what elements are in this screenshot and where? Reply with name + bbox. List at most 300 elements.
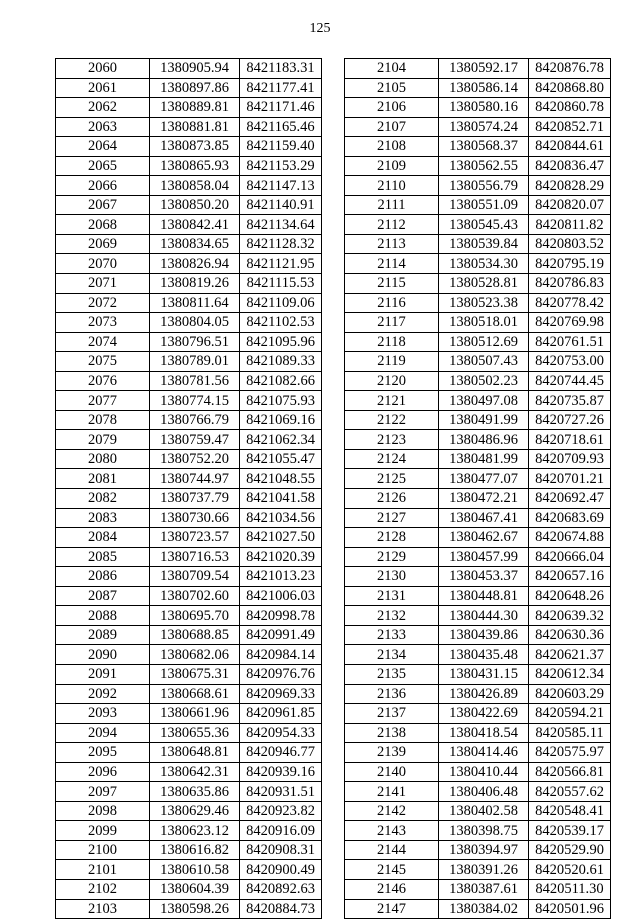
y-coordinate-cell: 8421102.53	[240, 313, 322, 333]
y-coordinate-cell: 8420811.82	[529, 215, 611, 235]
y-coordinate-cell: 8421165.46	[240, 117, 322, 137]
table-row	[56, 762, 322, 782]
x-coordinate-cell: 1380730.66	[150, 508, 240, 528]
y-coordinate-cell: 8420727.26	[529, 410, 611, 430]
table-row	[56, 117, 322, 137]
x-coordinate-cell: 1380789.01	[150, 352, 240, 372]
table-row	[345, 879, 611, 899]
point-number-cell: 2092	[56, 684, 150, 704]
y-coordinate-cell: 8420603.29	[529, 684, 611, 704]
point-number-cell: 2115	[345, 274, 439, 294]
y-coordinate-cell: 8420566.81	[529, 762, 611, 782]
x-coordinate-cell: 1380391.26	[439, 860, 529, 880]
y-coordinate-cell: 8420946.77	[240, 743, 322, 763]
y-coordinate-cell: 8421013.23	[240, 567, 322, 587]
y-coordinate-cell: 8420844.61	[529, 137, 611, 157]
point-number-cell: 2140	[345, 762, 439, 782]
point-number-cell: 2070	[56, 254, 150, 274]
x-coordinate-cell: 1380551.09	[439, 195, 529, 215]
point-number-cell: 2096	[56, 762, 150, 782]
x-coordinate-cell: 1380804.05	[150, 313, 240, 333]
y-coordinate-cell: 8420976.76	[240, 664, 322, 684]
y-coordinate-cell: 8420969.33	[240, 684, 322, 704]
table-row	[345, 723, 611, 743]
point-number-cell: 2068	[56, 215, 150, 235]
x-coordinate-cell: 1380858.04	[150, 176, 240, 196]
table-row	[345, 606, 611, 626]
point-number-cell: 2082	[56, 489, 150, 509]
point-number-cell: 2062	[56, 98, 150, 118]
x-coordinate-cell: 1380462.67	[439, 528, 529, 548]
y-coordinate-cell: 8421006.03	[240, 586, 322, 606]
point-number-cell: 2136	[345, 684, 439, 704]
y-coordinate-cell: 8420709.93	[529, 449, 611, 469]
table-row	[345, 469, 611, 489]
table-row	[56, 137, 322, 157]
table-row	[345, 801, 611, 821]
point-number-cell: 2093	[56, 704, 150, 724]
y-coordinate-cell: 8420548.41	[529, 801, 611, 821]
point-number-cell: 2105	[345, 78, 439, 98]
x-coordinate-cell: 1380562.55	[439, 156, 529, 176]
point-number-cell: 2090	[56, 645, 150, 665]
y-coordinate-cell: 8420786.83	[529, 274, 611, 294]
x-coordinate-cell: 1380661.96	[150, 704, 240, 724]
y-coordinate-cell: 8420639.32	[529, 606, 611, 626]
point-number-cell: 2089	[56, 625, 150, 645]
table-row	[345, 899, 611, 919]
x-coordinate-cell: 1380539.84	[439, 234, 529, 254]
x-coordinate-cell: 1380826.94	[150, 254, 240, 274]
x-coordinate-cell: 1380752.20	[150, 449, 240, 469]
table-row	[56, 606, 322, 626]
point-number-cell: 2075	[56, 352, 150, 372]
x-coordinate-cell: 1380642.31	[150, 762, 240, 782]
point-number-cell: 2099	[56, 821, 150, 841]
y-coordinate-cell: 8421140.91	[240, 195, 322, 215]
table-row	[56, 899, 322, 919]
table-row	[56, 98, 322, 118]
x-coordinate-cell: 1380819.26	[150, 274, 240, 294]
x-coordinate-cell: 1380472.21	[439, 489, 529, 509]
x-coordinate-cell: 1380448.81	[439, 586, 529, 606]
y-coordinate-cell: 8420683.69	[529, 508, 611, 528]
table-row	[56, 391, 322, 411]
y-coordinate-cell: 8421183.31	[240, 59, 322, 79]
x-coordinate-cell: 1380873.85	[150, 137, 240, 157]
table-row	[345, 840, 611, 860]
x-coordinate-cell: 1380431.15	[439, 664, 529, 684]
y-coordinate-cell: 8420900.49	[240, 860, 322, 880]
x-coordinate-cell: 1380394.97	[439, 840, 529, 860]
point-number-cell: 2141	[345, 782, 439, 802]
table-row	[345, 567, 611, 587]
table-row	[56, 625, 322, 645]
x-coordinate-cell: 1380744.97	[150, 469, 240, 489]
table-row	[56, 723, 322, 743]
x-coordinate-cell: 1380648.81	[150, 743, 240, 763]
point-number-cell: 2080	[56, 449, 150, 469]
y-coordinate-cell: 8420868.80	[529, 78, 611, 98]
point-number-cell: 2127	[345, 508, 439, 528]
x-coordinate-cell: 1380604.39	[150, 879, 240, 899]
y-coordinate-cell: 8421082.66	[240, 371, 322, 391]
point-number-cell: 2081	[56, 469, 150, 489]
x-coordinate-cell: 1380523.38	[439, 293, 529, 313]
x-coordinate-cell: 1380598.26	[150, 899, 240, 919]
y-coordinate-cell: 8421048.55	[240, 469, 322, 489]
y-coordinate-cell: 8420692.47	[529, 489, 611, 509]
x-coordinate-cell: 1380387.61	[439, 879, 529, 899]
point-number-cell: 2111	[345, 195, 439, 215]
table-row	[56, 645, 322, 665]
point-number-cell: 2122	[345, 410, 439, 430]
table-row	[56, 410, 322, 430]
x-coordinate-cell: 1380426.89	[439, 684, 529, 704]
table-row	[56, 176, 322, 196]
x-coordinate-cell: 1380568.37	[439, 137, 529, 157]
table-row	[56, 586, 322, 606]
point-number-cell: 2128	[345, 528, 439, 548]
point-number-cell: 2094	[56, 723, 150, 743]
point-number-cell: 2130	[345, 567, 439, 587]
table-row	[56, 430, 322, 450]
y-coordinate-cell: 8420735.87	[529, 391, 611, 411]
x-coordinate-cell: 1380534.30	[439, 254, 529, 274]
x-coordinate-cell: 1380682.06	[150, 645, 240, 665]
y-coordinate-cell: 8420520.61	[529, 860, 611, 880]
y-coordinate-cell: 8420594.21	[529, 704, 611, 724]
x-coordinate-cell: 1380834.65	[150, 234, 240, 254]
y-coordinate-cell: 8420744.45	[529, 371, 611, 391]
point-number-cell: 2102	[56, 879, 150, 899]
y-coordinate-cell: 8421128.32	[240, 234, 322, 254]
point-number-cell: 2100	[56, 840, 150, 860]
y-coordinate-cell: 8420557.62	[529, 782, 611, 802]
y-coordinate-cell: 8420836.47	[529, 156, 611, 176]
table-row	[345, 156, 611, 176]
x-coordinate-cell: 1380766.79	[150, 410, 240, 430]
table-row	[56, 78, 322, 98]
y-coordinate-cell: 8421121.95	[240, 254, 322, 274]
table-row	[345, 234, 611, 254]
point-number-cell: 2145	[345, 860, 439, 880]
point-number-cell: 2137	[345, 704, 439, 724]
table-row	[56, 234, 322, 254]
point-number-cell: 2118	[345, 332, 439, 352]
x-coordinate-cell: 1380781.56	[150, 371, 240, 391]
x-coordinate-cell: 1380580.16	[439, 98, 529, 118]
y-coordinate-cell: 8421034.56	[240, 508, 322, 528]
point-number-cell: 2073	[56, 313, 150, 333]
x-coordinate-cell: 1380759.47	[150, 430, 240, 450]
point-number-cell: 2124	[345, 449, 439, 469]
x-coordinate-cell: 1380655.36	[150, 723, 240, 743]
y-coordinate-cell: 8420954.33	[240, 723, 322, 743]
table-row	[345, 352, 611, 372]
table-row	[56, 254, 322, 274]
point-number-cell: 2066	[56, 176, 150, 196]
x-coordinate-cell: 1380518.01	[439, 313, 529, 333]
point-number-cell: 2121	[345, 391, 439, 411]
table-row	[345, 664, 611, 684]
table-row	[345, 410, 611, 430]
x-coordinate-cell: 1380737.79	[150, 489, 240, 509]
x-coordinate-cell: 1380586.14	[439, 78, 529, 98]
y-coordinate-cell: 8420998.78	[240, 606, 322, 626]
table-row	[56, 743, 322, 763]
table-row	[345, 821, 611, 841]
x-coordinate-cell: 1380695.70	[150, 606, 240, 626]
table-row	[56, 840, 322, 860]
x-coordinate-cell: 1380702.60	[150, 586, 240, 606]
y-coordinate-cell: 8421027.50	[240, 528, 322, 548]
y-coordinate-cell: 8420828.29	[529, 176, 611, 196]
y-coordinate-cell: 8420876.78	[529, 59, 611, 79]
point-number-cell: 2109	[345, 156, 439, 176]
y-coordinate-cell: 8420778.42	[529, 293, 611, 313]
table-row	[345, 391, 611, 411]
point-number-cell: 2103	[56, 899, 150, 919]
point-number-cell: 2095	[56, 743, 150, 763]
table-row	[345, 625, 611, 645]
y-coordinate-cell: 8421020.39	[240, 547, 322, 567]
table-row	[345, 449, 611, 469]
x-coordinate-cell: 1380402.58	[439, 801, 529, 821]
y-coordinate-cell: 8420666.04	[529, 547, 611, 567]
x-coordinate-cell: 1380881.81	[150, 117, 240, 137]
x-coordinate-cell: 1380796.51	[150, 332, 240, 352]
x-coordinate-cell: 1380467.41	[439, 508, 529, 528]
x-coordinate-cell: 1380457.99	[439, 547, 529, 567]
table-row	[345, 762, 611, 782]
y-coordinate-cell: 8420674.88	[529, 528, 611, 548]
y-coordinate-cell: 8421115.53	[240, 274, 322, 294]
x-coordinate-cell: 1380865.93	[150, 156, 240, 176]
y-coordinate-cell: 8420621.37	[529, 645, 611, 665]
table-row	[56, 489, 322, 509]
y-coordinate-cell: 8420612.34	[529, 664, 611, 684]
y-coordinate-cell: 8421134.64	[240, 215, 322, 235]
point-number-cell: 2146	[345, 879, 439, 899]
table-row	[56, 860, 322, 880]
table-row	[56, 508, 322, 528]
point-number-cell: 2104	[345, 59, 439, 79]
x-coordinate-cell: 1380486.96	[439, 430, 529, 450]
table-row	[345, 293, 611, 313]
point-number-cell: 2063	[56, 117, 150, 137]
point-number-cell: 2087	[56, 586, 150, 606]
x-coordinate-cell: 1380842.41	[150, 215, 240, 235]
point-number-cell: 2135	[345, 664, 439, 684]
point-number-cell: 2097	[56, 782, 150, 802]
point-number-cell: 2147	[345, 899, 439, 919]
table-row	[56, 469, 322, 489]
table-row	[56, 313, 322, 333]
point-number-cell: 2129	[345, 547, 439, 567]
y-coordinate-cell: 8420923.82	[240, 801, 322, 821]
x-coordinate-cell: 1380406.48	[439, 782, 529, 802]
point-number-cell: 2085	[56, 547, 150, 567]
x-coordinate-cell: 1380491.99	[439, 410, 529, 430]
point-number-cell: 2113	[345, 234, 439, 254]
y-coordinate-cell: 8421041.58	[240, 489, 322, 509]
x-coordinate-cell: 1380507.43	[439, 352, 529, 372]
x-coordinate-cell: 1380635.86	[150, 782, 240, 802]
point-number-cell: 2076	[56, 371, 150, 391]
y-coordinate-cell: 8420718.61	[529, 430, 611, 450]
y-coordinate-cell: 8420820.07	[529, 195, 611, 215]
point-number-cell: 2061	[56, 78, 150, 98]
point-number-cell: 2108	[345, 137, 439, 157]
table-row	[56, 879, 322, 899]
table-row	[345, 274, 611, 294]
y-coordinate-cell: 8420761.51	[529, 332, 611, 352]
point-number-cell: 2101	[56, 860, 150, 880]
point-number-cell: 2132	[345, 606, 439, 626]
y-coordinate-cell: 8421089.33	[240, 352, 322, 372]
x-coordinate-cell: 1380811.64	[150, 293, 240, 313]
point-number-cell: 2107	[345, 117, 439, 137]
point-number-cell: 2083	[56, 508, 150, 528]
x-coordinate-cell: 1380774.15	[150, 391, 240, 411]
table-row	[56, 215, 322, 235]
table-row	[56, 528, 322, 548]
x-coordinate-cell: 1380512.69	[439, 332, 529, 352]
x-coordinate-cell: 1380410.44	[439, 762, 529, 782]
table-row	[56, 567, 322, 587]
y-coordinate-cell: 8420984.14	[240, 645, 322, 665]
y-coordinate-cell: 8420769.98	[529, 313, 611, 333]
y-coordinate-cell: 8420511.30	[529, 879, 611, 899]
point-number-cell: 2084	[56, 528, 150, 548]
table-row	[345, 98, 611, 118]
table-row	[56, 821, 322, 841]
x-coordinate-cell: 1380610.58	[150, 860, 240, 880]
table-row	[345, 371, 611, 391]
point-number-cell: 2060	[56, 59, 150, 79]
x-coordinate-cell: 1380528.81	[439, 274, 529, 294]
point-number-cell: 2069	[56, 234, 150, 254]
table-row	[345, 489, 611, 509]
table-row	[56, 371, 322, 391]
point-number-cell: 2071	[56, 274, 150, 294]
x-coordinate-cell: 1380668.61	[150, 684, 240, 704]
coordinates-table-left	[55, 58, 322, 919]
x-coordinate-cell: 1380481.99	[439, 449, 529, 469]
y-coordinate-cell: 8420701.21	[529, 469, 611, 489]
table-row	[345, 215, 611, 235]
table-row	[345, 508, 611, 528]
y-coordinate-cell: 8421055.47	[240, 449, 322, 469]
table-row	[345, 313, 611, 333]
x-coordinate-cell: 1380716.53	[150, 547, 240, 567]
table-row	[345, 860, 611, 880]
table-row	[345, 176, 611, 196]
table-row	[345, 528, 611, 548]
table-row	[345, 586, 611, 606]
y-coordinate-cell: 8421069.16	[240, 410, 322, 430]
table-row	[56, 59, 322, 79]
point-number-cell: 2106	[345, 98, 439, 118]
y-coordinate-cell: 8420908.31	[240, 840, 322, 860]
y-coordinate-cell: 8421095.96	[240, 332, 322, 352]
y-coordinate-cell: 8420860.78	[529, 98, 611, 118]
y-coordinate-cell: 8420753.00	[529, 352, 611, 372]
x-coordinate-cell: 1380545.43	[439, 215, 529, 235]
y-coordinate-cell: 8420657.16	[529, 567, 611, 587]
point-number-cell: 2126	[345, 489, 439, 509]
point-number-cell: 2134	[345, 645, 439, 665]
point-number-cell: 2074	[56, 332, 150, 352]
y-coordinate-cell: 8420892.63	[240, 879, 322, 899]
point-number-cell: 2133	[345, 625, 439, 645]
point-number-cell: 2125	[345, 469, 439, 489]
point-number-cell: 2131	[345, 586, 439, 606]
point-number-cell: 2067	[56, 195, 150, 215]
table-row	[345, 59, 611, 79]
x-coordinate-cell: 1380675.31	[150, 664, 240, 684]
y-coordinate-cell: 8420991.49	[240, 625, 322, 645]
table-row	[56, 274, 322, 294]
x-coordinate-cell: 1380629.46	[150, 801, 240, 821]
point-number-cell: 2112	[345, 215, 439, 235]
table-row	[345, 704, 611, 724]
y-coordinate-cell: 8420539.17	[529, 821, 611, 841]
x-coordinate-cell: 1380616.82	[150, 840, 240, 860]
point-number-cell: 2116	[345, 293, 439, 313]
point-number-cell: 2091	[56, 664, 150, 684]
x-coordinate-cell: 1380439.86	[439, 625, 529, 645]
table-row	[56, 195, 322, 215]
table-row	[345, 78, 611, 98]
y-coordinate-cell: 8421177.41	[240, 78, 322, 98]
table-row	[345, 254, 611, 274]
point-number-cell: 2098	[56, 801, 150, 821]
table-row	[56, 332, 322, 352]
table-row	[345, 430, 611, 450]
table-row	[345, 645, 611, 665]
coordinates-table-right	[344, 58, 611, 919]
x-coordinate-cell: 1380556.79	[439, 176, 529, 196]
point-number-cell: 2144	[345, 840, 439, 860]
x-coordinate-cell: 1380418.54	[439, 723, 529, 743]
y-coordinate-cell: 8421153.29	[240, 156, 322, 176]
y-coordinate-cell: 8420585.11	[529, 723, 611, 743]
point-number-cell: 2117	[345, 313, 439, 333]
x-coordinate-cell: 1380623.12	[150, 821, 240, 841]
table-row	[56, 352, 322, 372]
y-coordinate-cell: 8420795.19	[529, 254, 611, 274]
point-number-cell: 2072	[56, 293, 150, 313]
x-coordinate-cell: 1380723.57	[150, 528, 240, 548]
x-coordinate-cell: 1380444.30	[439, 606, 529, 626]
point-number-cell: 2143	[345, 821, 439, 841]
y-coordinate-cell: 8421109.06	[240, 293, 322, 313]
x-coordinate-cell: 1380574.24	[439, 117, 529, 137]
x-coordinate-cell: 1380497.08	[439, 391, 529, 411]
y-coordinate-cell: 8420939.16	[240, 762, 322, 782]
point-number-cell: 2123	[345, 430, 439, 450]
point-number-cell: 2086	[56, 567, 150, 587]
table-row	[345, 137, 611, 157]
y-coordinate-cell: 8421147.13	[240, 176, 322, 196]
point-number-cell: 2120	[345, 371, 439, 391]
y-coordinate-cell: 8420501.96	[529, 899, 611, 919]
y-coordinate-cell: 8420852.71	[529, 117, 611, 137]
table-row	[345, 782, 611, 802]
table-row	[56, 664, 322, 684]
